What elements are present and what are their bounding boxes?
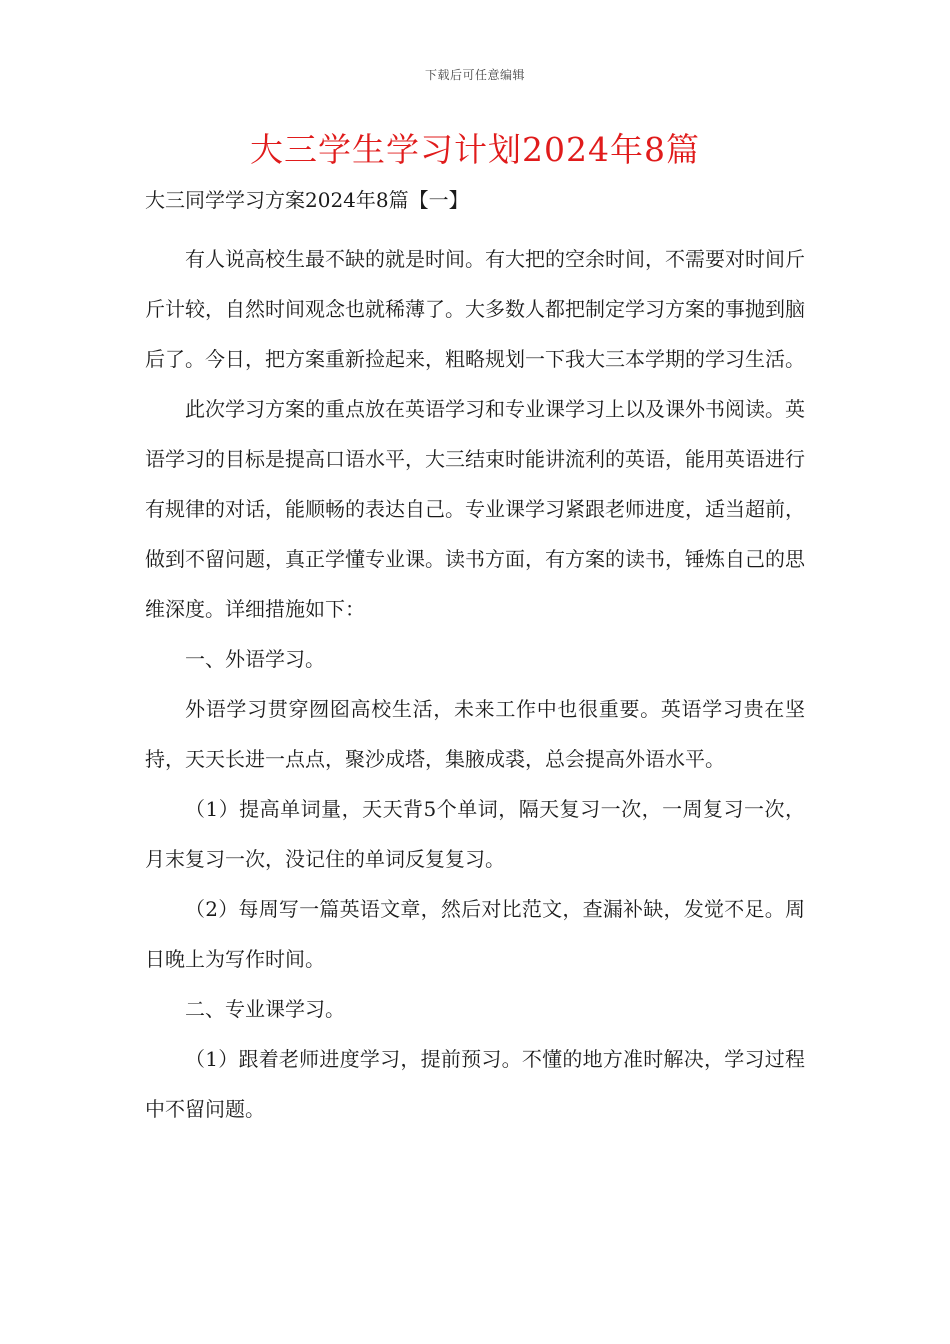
paragraph-plan-focus: 此次学习方案的重点放在英语学习和专业课学习上以及课外书阅读。英语学习的目标是提高口语水平，大三结束时能讲流利的英语，能用英语进行有规律的对话，能顺畅的表达自己。专业课学习紧跟老师进度，适当超前，做到不留问题，真正学懂专业课。读书方面，有方案的读书，锤炼自己的思维深度。详细措施如下： (145, 397, 805, 621)
document-title: 大三学生学习计划2024年8篇 (250, 130, 700, 169)
page-header: 下载后可任意编辑 (424, 68, 525, 82)
document-body (145, 184, 805, 1134)
subheading-foreign-language: 一、外语学习。 (185, 647, 325, 671)
subheading-major-courses: 二、专业课学习。 (185, 997, 345, 1021)
paragraph-intro: 有人说高校生最不缺的就是时间。有大把的空余时间，不需要对时间斤斤计较，自然时间观念也就稀薄了。大多数人都把制定学习方案的事抛到脑后了。今日，把方案重新捡起来，粗略规划一下我大三本学期的学习生活。 (145, 247, 805, 371)
section-heading: 大三同学学习方案2024年8篇【一】 (145, 188, 469, 212)
paragraph-foreign-language: 外语学习贯穿囫囵高校生活，未来工作中也很重要。英语学习贵在坚持，天天长进一点点，聚沙成塔，集腋成裘，总会提高外语水平。 (145, 697, 805, 771)
list-item-writing: （2）每周写一篇英语文章，然后对比范文，查漏补缺，发觉不足。周日晚上为写作时间。 (145, 897, 805, 971)
list-item-vocabulary: （1）提高单词量，天天背5个单词，隔天复习一次，一周复习一次，月末复习一次，没记住的单词反复复习。 (145, 797, 805, 871)
list-item-follow-teacher: （1）跟着老师进度学习，提前预习。不懂的地方准时解决，学习过程中不留问题。 (145, 1047, 805, 1121)
